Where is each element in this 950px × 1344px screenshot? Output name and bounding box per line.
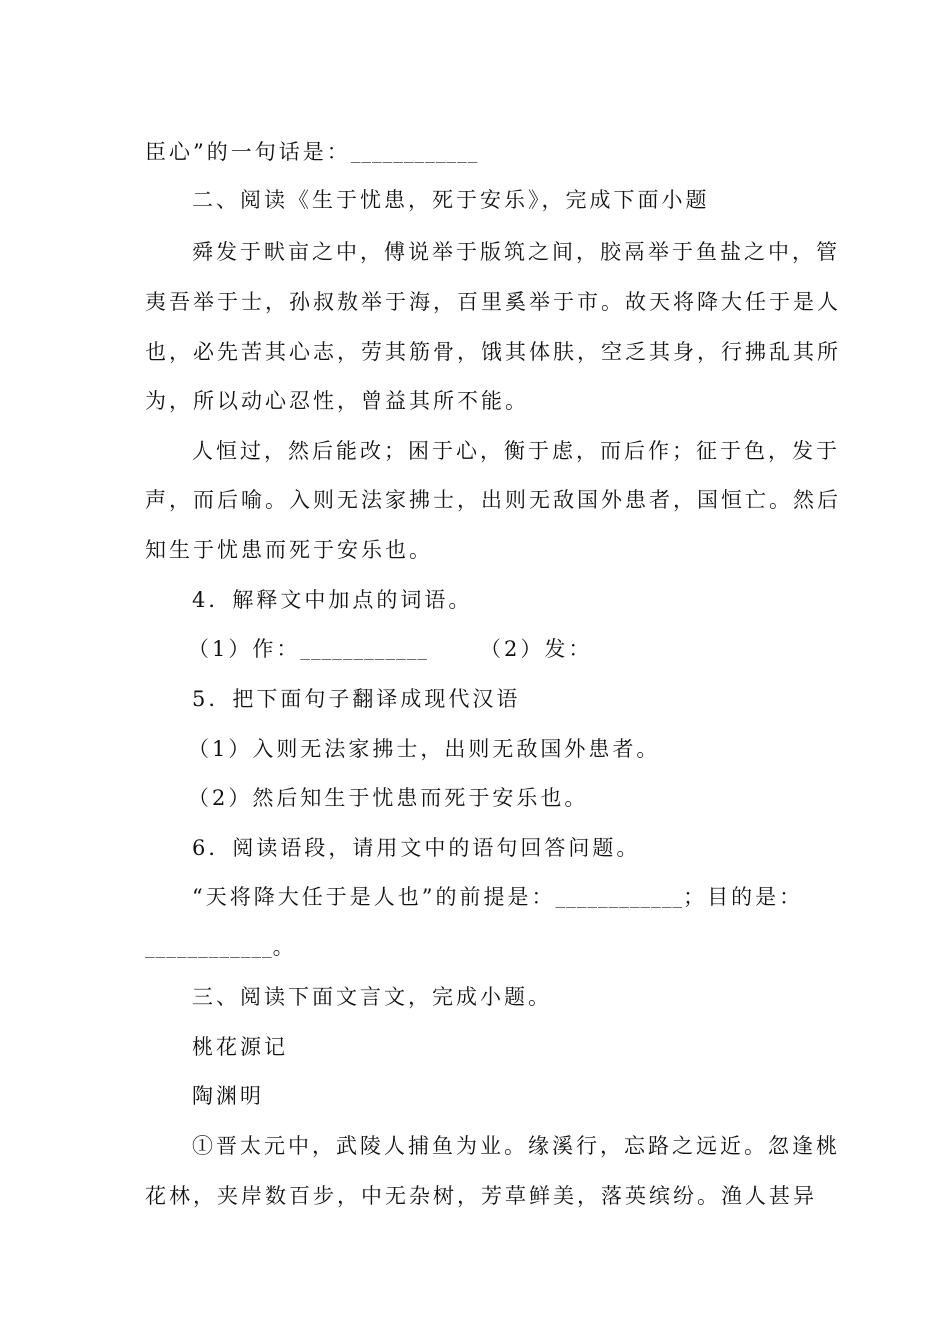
section-heading-3 — [192, 980, 810, 1014]
passage-text: ①晋太元中，武陵人捕鱼为业。缘溪行，忘路之远近。忽逢桃 — [192, 1134, 840, 1158]
passage-line — [192, 1129, 840, 1163]
prompt-text: ；目的是： — [683, 885, 804, 909]
item-label: （2）发： — [479, 637, 593, 661]
answer-blank: ____________ — [555, 889, 684, 908]
passage-line — [192, 235, 840, 269]
item-text: （1）入则无法家拂士，出则无敌国外患者。 — [188, 737, 661, 761]
passage-title — [192, 1030, 810, 1064]
prompt-text: 。 — [272, 935, 297, 959]
question-text: 5．把下面句子翻译成现代汉语 — [192, 687, 521, 711]
passage-text: 人恒过，然后能改；困于心，衡于虑，而后作；征于色，发于 — [192, 439, 840, 463]
author-text: 陶渊明 — [192, 1084, 264, 1108]
question-5-item-1 — [188, 732, 810, 766]
passage-text: 知生于忧患而死于安乐也。 — [145, 538, 433, 562]
question-5 — [192, 682, 810, 716]
passage-line — [192, 434, 840, 468]
question-5-item-2 — [188, 781, 810, 815]
passage-line — [145, 384, 810, 418]
passage-line — [145, 533, 810, 567]
question-4 — [192, 583, 810, 617]
passage-author — [192, 1079, 810, 1113]
question-text: 臣心”的一句话是： — [145, 140, 351, 164]
question-text: 4．解释文中加点的词语。 — [192, 588, 473, 612]
item-label: （1）作： — [188, 637, 301, 661]
item-text: （2）然后知生于忧患而死于安乐也。 — [188, 786, 589, 810]
section-heading-2 — [192, 183, 810, 217]
section-heading-text: 三、阅读下面文言文，完成小题。 — [192, 985, 552, 1009]
question-text: 6．阅读语段，请用文中的语句回答问题。 — [192, 836, 641, 860]
passage-text: 夷吾举于士，孙叔敖举于海，百里奚举于市。故天将降大任于是人 — [145, 290, 841, 314]
question-6-prompt-continued — [145, 930, 810, 964]
passage-text: 花林，夹岸数百步，中无杂树，芳草鲜美，落英缤纷。渔人甚异 — [145, 1184, 817, 1208]
answer-blank: ____________ — [350, 144, 479, 163]
question-6 — [192, 831, 810, 865]
text-line-question-continuation — [145, 135, 810, 169]
passage-text: 为，所以动心忍性，曾益其所不能。 — [145, 389, 529, 413]
passage-line — [145, 1179, 817, 1213]
prompt-text: “天将降大任于是人也”的前提是： — [192, 885, 556, 909]
answer-blank: ____________ — [145, 939, 273, 958]
passage-text: 声，而后喻。入则无法家拂士，出则无敌国外患者，国恒亡。然后 — [145, 488, 841, 512]
question-4-items — [188, 632, 810, 666]
title-text: 桃花源记 — [192, 1035, 288, 1059]
section-heading-text: 二、阅读《生于忧患，死于安乐》，完成下面小题 — [192, 188, 710, 212]
passage-line — [145, 285, 841, 319]
question-6-prompt — [192, 880, 810, 914]
passage-text: 舜发于畎亩之中，傅说举于版筑之间，胶鬲举于鱼盐之中，管 — [192, 240, 840, 264]
passage-line — [145, 335, 841, 369]
passage-text: 也，必先苦其心志，劳其筋骨，饿其体肤，空乏其身，行拂乱其所 — [145, 340, 841, 364]
answer-blank: ____________ — [300, 641, 428, 660]
passage-line — [145, 483, 841, 517]
